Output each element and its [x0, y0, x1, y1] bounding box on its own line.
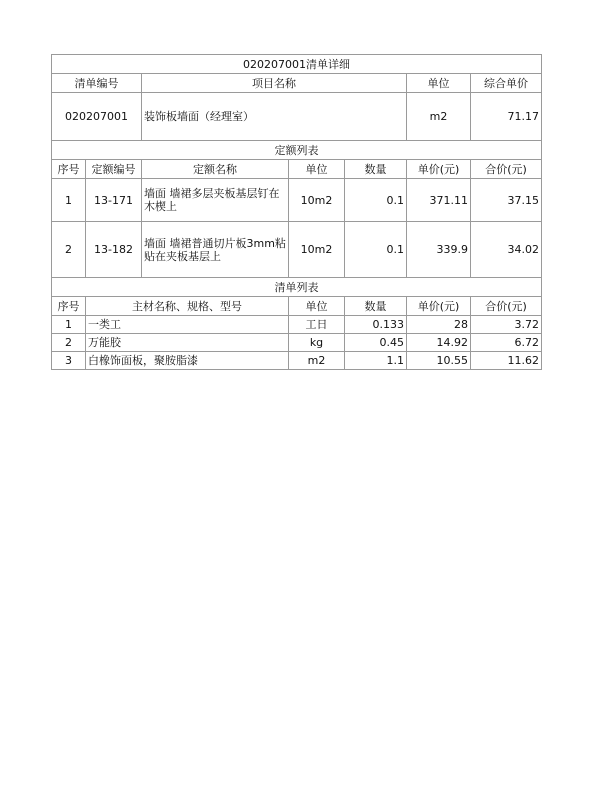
material-unit: kg: [289, 334, 345, 352]
quota-total: 34.02: [471, 222, 542, 278]
material-header-unit: 单位: [289, 297, 345, 316]
table-row: [52, 316, 542, 334]
header-unit: 单位: [407, 74, 471, 93]
quota-header-row: [52, 160, 542, 179]
quota-header-name: 定额名称: [142, 160, 289, 179]
quota-section-title: 定额列表: [52, 141, 542, 160]
table-row: [52, 222, 542, 278]
material-qty: 0.133: [345, 316, 407, 334]
quota-header-qty: 数量: [345, 160, 407, 179]
quota-qty: 0.1: [345, 222, 407, 278]
material-unit: m2: [289, 352, 345, 370]
material-header-qty: 数量: [345, 297, 407, 316]
item-unit: m2: [407, 93, 471, 141]
header-bill-code: 清单编号: [52, 74, 142, 93]
material-name: 万能胶: [86, 334, 289, 352]
material-unit: 工日: [289, 316, 345, 334]
quota-header-seq: 序号: [52, 160, 86, 179]
quota-name: 墙面 墙裙多层夹板基层钉在木楔上: [142, 179, 289, 222]
quota-code: 13-171: [86, 179, 142, 222]
material-header-seq: 序号: [52, 297, 86, 316]
material-qty: 0.45: [345, 334, 407, 352]
quota-unit-price: 371.11: [407, 179, 471, 222]
quota-seq: 1: [52, 179, 86, 222]
material-header-total: 合价(元): [471, 297, 542, 316]
header-item-name: 项目名称: [142, 74, 407, 93]
quota-code: 13-182: [86, 222, 142, 278]
material-seq: 2: [52, 334, 86, 352]
quota-total: 37.15: [471, 179, 542, 222]
material-total: 6.72: [471, 334, 542, 352]
material-qty: 1.1: [345, 352, 407, 370]
material-unit-price: 28: [407, 316, 471, 334]
table-title-row: [52, 55, 542, 74]
table-row: [52, 334, 542, 352]
quota-qty: 0.1: [345, 179, 407, 222]
material-section-row: [52, 278, 542, 297]
material-header-row: [52, 297, 542, 316]
quota-unit: 10m2: [289, 179, 345, 222]
material-header-name: 主材名称、规格、型号: [86, 297, 289, 316]
material-name: 一类工: [86, 316, 289, 334]
material-unit-price: 10.55: [407, 352, 471, 370]
quota-section-row: [52, 141, 542, 160]
quota-header-code: 定额编号: [86, 160, 142, 179]
material-seq: 1: [52, 316, 86, 334]
quota-name: 墙面 墙裙普通切片板3mm粘贴在夹板基层上: [142, 222, 289, 278]
main-data-row: [52, 93, 542, 141]
bill-detail-table: [51, 54, 542, 370]
quota-unit-price: 339.9: [407, 222, 471, 278]
header-composite-price: 综合单价: [471, 74, 542, 93]
material-total: 3.72: [471, 316, 542, 334]
material-total: 11.62: [471, 352, 542, 370]
table-row: [52, 352, 542, 370]
material-unit-price: 14.92: [407, 334, 471, 352]
table-row: [52, 179, 542, 222]
material-header-unit-price: 单价(元): [407, 297, 471, 316]
quota-seq: 2: [52, 222, 86, 278]
composite-price: 71.17: [471, 93, 542, 141]
material-seq: 3: [52, 352, 86, 370]
bill-code: 020207001: [52, 93, 142, 141]
quota-header-total: 合价(元): [471, 160, 542, 179]
material-section-title: 清单列表: [52, 278, 542, 297]
quota-unit: 10m2: [289, 222, 345, 278]
material-name: 白橡饰面板，聚胺脂漆: [86, 352, 289, 370]
main-header-row: [52, 74, 542, 93]
item-name: 装饰板墙面（经理室）: [142, 93, 407, 141]
table-title: 020207001清单详细: [52, 55, 542, 74]
quota-header-unit-price: 单价(元): [407, 160, 471, 179]
quota-header-unit: 单位: [289, 160, 345, 179]
